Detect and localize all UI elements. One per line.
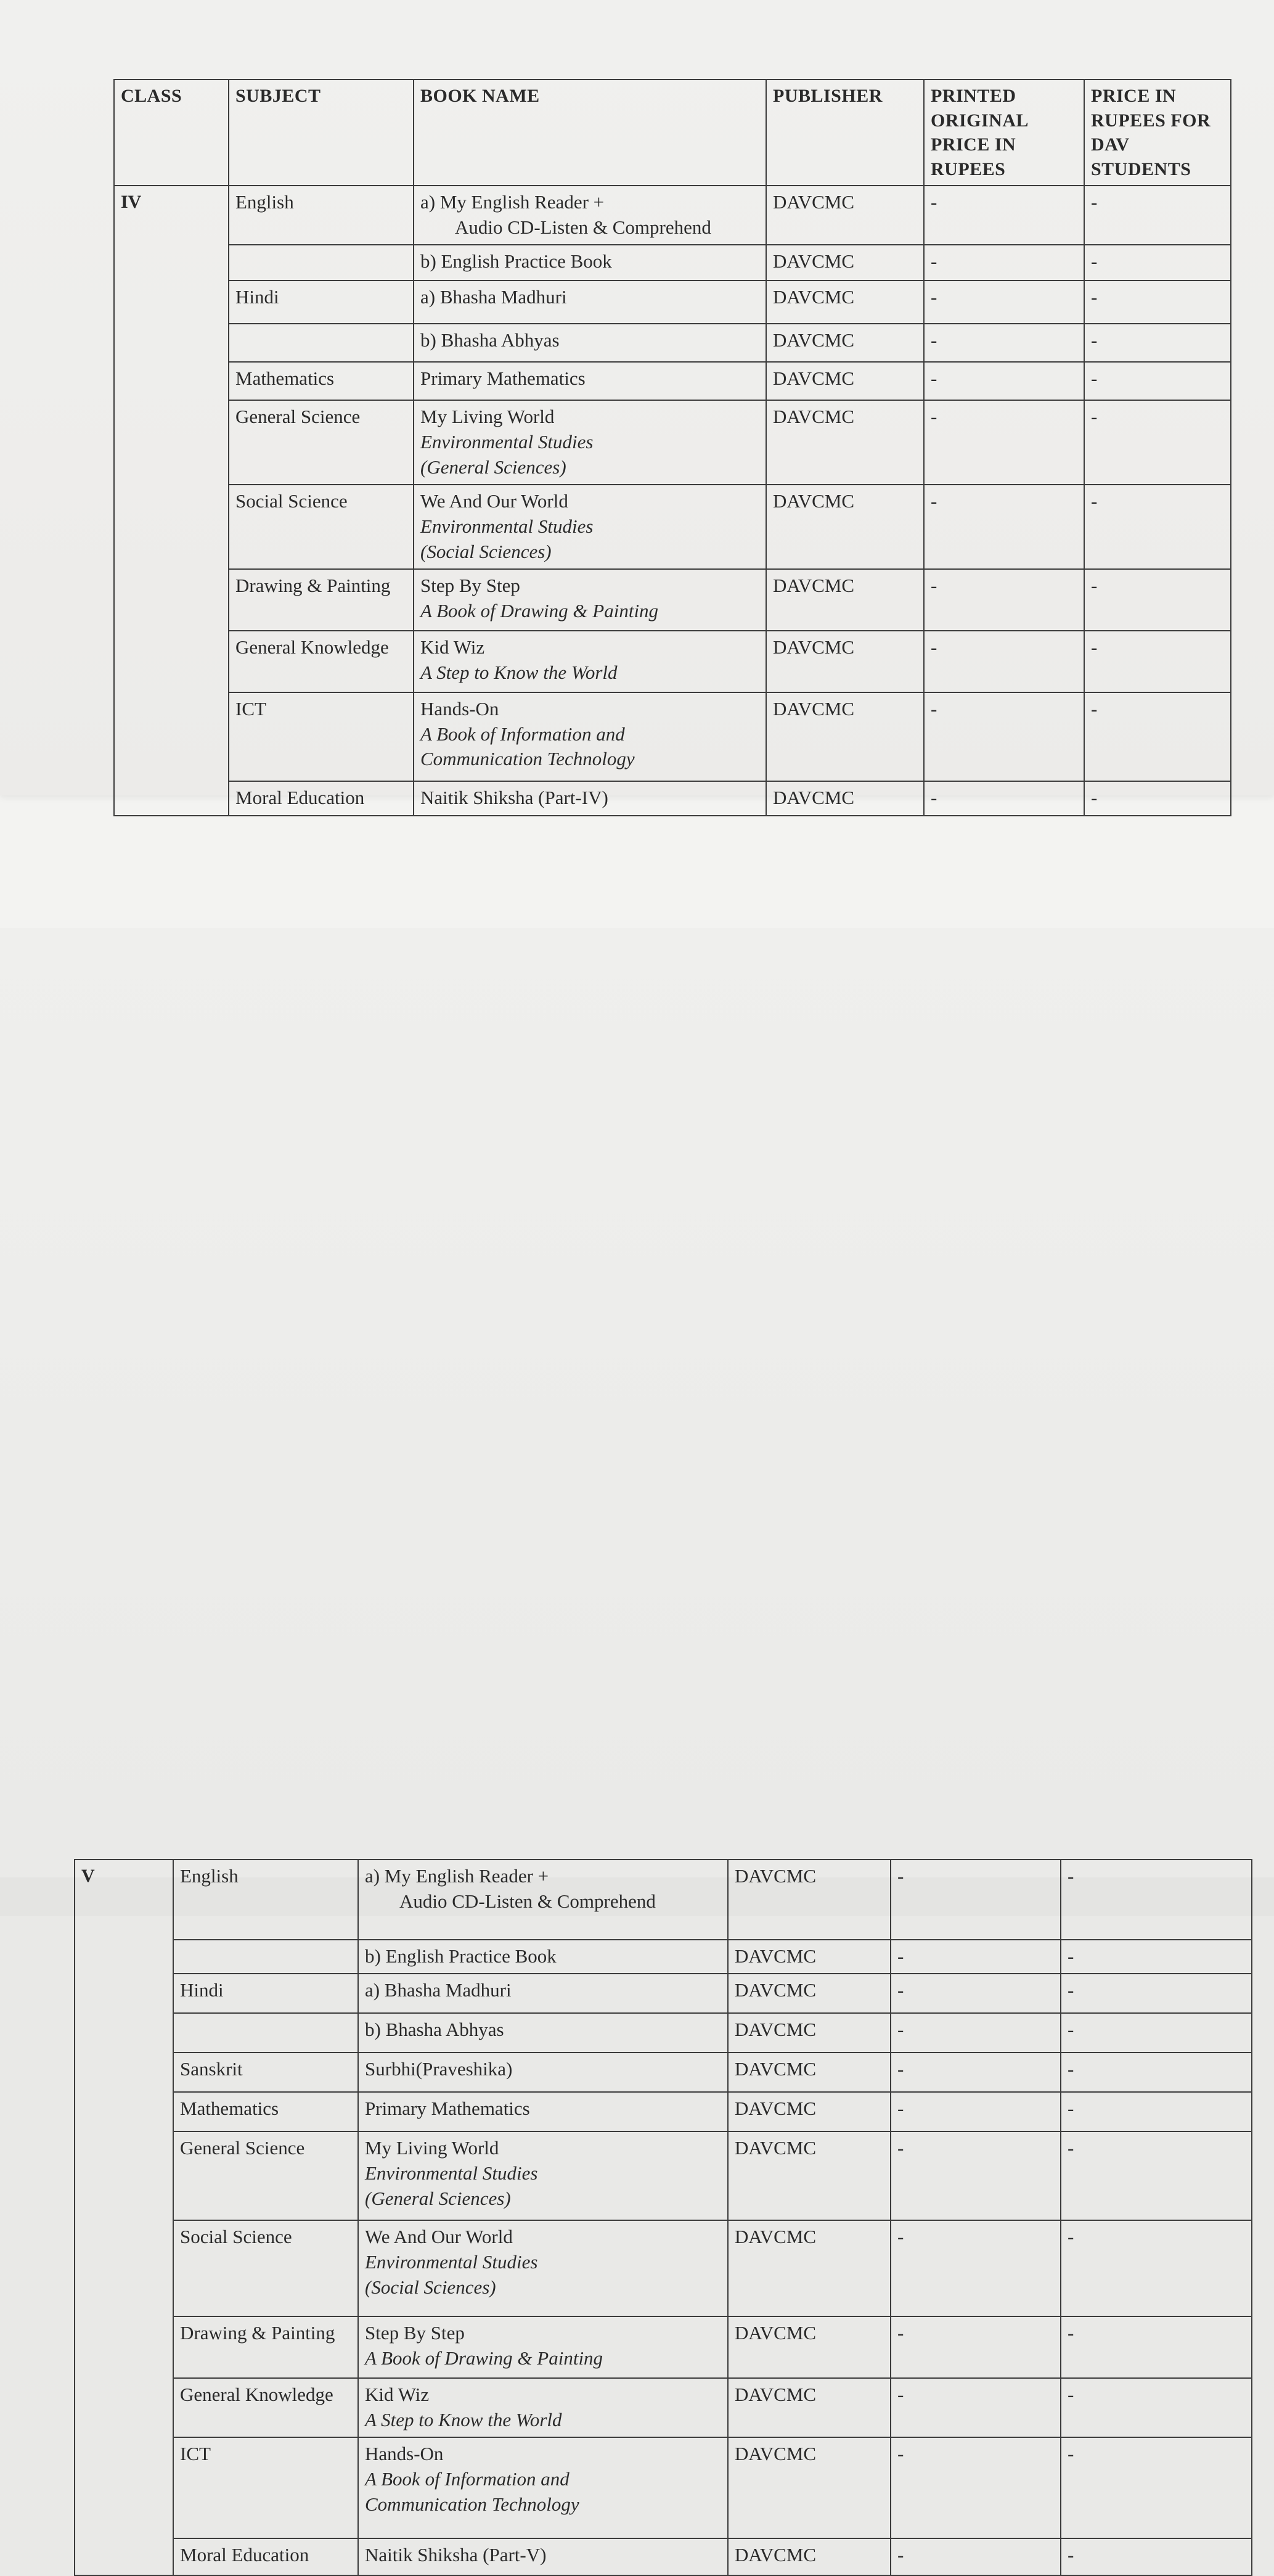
subject-cell <box>229 324 414 362</box>
subject-cell: Hindi <box>229 281 414 324</box>
header-printed-price: PRINTED ORIGINAL PRICE IN RUPEES <box>924 80 1084 186</box>
book-title: Hands-On <box>420 697 499 720</box>
publisher-cell: DAVCMC <box>766 692 924 781</box>
table-row <box>114 569 1231 631</box>
book-name-cell <box>414 631 766 692</box>
book-title: My Living World <box>420 406 555 428</box>
publisher-cell: DAVCMC <box>766 186 924 245</box>
book-title: Primary Mathematics <box>365 2097 530 2119</box>
printed-price-cell: - <box>891 1974 1061 2013</box>
publisher-cell: DAVCMC <box>766 400 924 485</box>
class-label: IV <box>114 186 229 815</box>
subject-cell: ICT <box>173 2437 358 2538</box>
table-row <box>114 281 1231 324</box>
book-subtitle: A Step to Know the World <box>420 661 618 683</box>
table-row <box>75 2092 1252 2131</box>
table-row <box>114 485 1231 569</box>
subject-cell: Mathematics <box>229 362 414 400</box>
dav-price-cell: - <box>1084 781 1231 816</box>
header-dav-price: PRICE IN RUPEES FOR DAV STUDENTS <box>1084 80 1231 186</box>
publisher-cell: DAVCMC <box>728 2538 891 2575</box>
book-name-cell <box>358 2437 728 2538</box>
printed-price-cell: - <box>891 2131 1061 2220</box>
printed-price-cell: - <box>924 186 1084 245</box>
book-title: b) Bhasha Abhyas <box>420 329 560 351</box>
printed-price-cell: - <box>891 2437 1061 2538</box>
book-name-cell <box>358 2131 728 2220</box>
dav-price-cell: - <box>1061 2013 1252 2053</box>
book-name-cell <box>358 2053 728 2092</box>
dav-price-cell: - <box>1061 2053 1252 2092</box>
book-title: Kid Wiz <box>420 636 485 658</box>
book-name-cell <box>358 2013 728 2053</box>
dav-price-cell: - <box>1061 1940 1252 1974</box>
book-subtitle: A Book of Information and <box>420 723 625 745</box>
subject-cell <box>173 1940 358 1974</box>
printed-price-cell: - <box>924 324 1084 362</box>
book-subtitle: A Step to Know the World <box>365 2408 562 2430</box>
dav-price-cell: - <box>1061 1860 1252 1940</box>
class-v-rows <box>75 1860 1252 2575</box>
printed-price-cell: - <box>924 362 1084 400</box>
publisher-cell: DAVCMC <box>728 2220 891 2316</box>
subject-cell: English <box>173 1860 358 1940</box>
book-title: Surbhi(Praveshika) <box>365 2057 513 2080</box>
book-title: a) My English Reader + <box>365 1865 549 1887</box>
subject-cell: Moral Education <box>229 781 414 816</box>
dav-price-cell: - <box>1084 324 1231 362</box>
table-row <box>75 2316 1252 2378</box>
book-name-cell <box>358 2092 728 2131</box>
publisher-cell: DAVCMC <box>728 1940 891 1974</box>
book-name-cell <box>414 324 766 362</box>
book-subtitle: Environmental Studies <box>420 515 594 537</box>
book-title: b) English Practice Book <box>420 250 612 273</box>
printed-price-cell: - <box>924 485 1084 569</box>
book-name-cell <box>358 1940 728 1974</box>
publisher-cell: DAVCMC <box>766 281 924 324</box>
book-title: Hands-On <box>365 2442 444 2464</box>
subject-cell: General Science <box>173 2131 358 2220</box>
dav-price-cell: - <box>1061 2437 1252 2538</box>
printed-price-cell: - <box>924 281 1084 324</box>
publisher-cell: DAVCMC <box>728 1860 891 1940</box>
subject-cell <box>229 245 414 281</box>
booklist-table-class-v <box>74 1859 1252 2576</box>
publisher-cell: DAVCMC <box>766 324 924 362</box>
book-subtitle: Environmental Studies <box>420 431 594 453</box>
book-title: a) Bhasha Madhuri <box>365 1979 512 2001</box>
subject-cell: Drawing & Painting <box>173 2316 358 2378</box>
printed-price-cell: - <box>891 2378 1061 2437</box>
subject-cell: Sanskrit <box>173 2053 358 2092</box>
book-name-cell <box>358 1860 728 1940</box>
book-name-cell <box>358 2316 728 2378</box>
printed-price-cell: - <box>924 692 1084 781</box>
book-title: Primary Mathematics <box>420 367 586 390</box>
table-row <box>114 245 1231 281</box>
dav-price-cell: - <box>1084 281 1231 324</box>
sheet-class-v <box>0 928 1274 2566</box>
table-row <box>114 400 1231 485</box>
table-row <box>75 1860 1252 1940</box>
printed-price-cell: - <box>924 569 1084 631</box>
book-subtitle: (General Sciences) <box>420 456 566 478</box>
table-row <box>75 2053 1252 2092</box>
book-subtitle: Communication Technology <box>420 748 635 770</box>
book-subtitle: (Social Sciences) <box>365 2276 496 2298</box>
publisher-cell: DAVCMC <box>766 781 924 816</box>
subject-cell: General Science <box>229 400 414 485</box>
table-row <box>114 324 1231 362</box>
dav-price-cell: - <box>1061 2538 1252 2575</box>
subject-cell: Drawing & Painting <box>229 569 414 631</box>
book-title: We And Our World <box>420 490 568 512</box>
book-name-cell <box>414 400 766 485</box>
book-title: Step By Step <box>420 574 520 596</box>
table-row <box>75 2538 1252 2575</box>
dav-price-cell: - <box>1061 2378 1252 2437</box>
dav-price-cell: - <box>1061 1974 1252 2013</box>
table-row <box>114 186 1231 245</box>
dav-price-cell: - <box>1084 631 1231 692</box>
printed-price-cell: - <box>891 2538 1061 2575</box>
subject-cell: Moral Education <box>173 2538 358 2575</box>
class-label: V <box>75 1860 173 2575</box>
dav-price-cell: - <box>1061 2220 1252 2316</box>
book-title: We And Our World <box>365 2225 513 2247</box>
subject-cell: Hindi <box>173 1974 358 2013</box>
book-name-cell <box>414 186 766 245</box>
publisher-cell: DAVCMC <box>728 2053 891 2092</box>
publisher-cell: DAVCMC <box>728 2131 891 2220</box>
printed-price-cell: - <box>891 1940 1061 1974</box>
dav-price-cell: - <box>1084 186 1231 245</box>
dav-price-cell: - <box>1084 569 1231 631</box>
publisher-cell: DAVCMC <box>728 2316 891 2378</box>
book-title: My Living World <box>365 2136 499 2159</box>
printed-price-cell: - <box>891 2053 1061 2092</box>
printed-price-cell: - <box>924 245 1084 281</box>
dav-price-cell: - <box>1084 245 1231 281</box>
table-row <box>75 1974 1252 2013</box>
book-subtitle: (General Sciences) <box>365 2187 511 2209</box>
book-subtitle: A Book of Information and <box>365 2467 570 2490</box>
publisher-cell: DAVCMC <box>728 2378 891 2437</box>
book-subtitle: Environmental Studies <box>365 2250 538 2273</box>
book-name-cell <box>358 2378 728 2437</box>
publisher-cell: DAVCMC <box>766 245 924 281</box>
book-title: Kid Wiz <box>365 2383 430 2405</box>
book-name-cell <box>414 781 766 816</box>
subject-cell <box>173 2013 358 2053</box>
book-name-cell <box>414 281 766 324</box>
publisher-cell: DAVCMC <box>766 569 924 631</box>
table-row <box>75 1940 1252 1974</box>
book-title-continued: Audio CD-Listen & Comprehend <box>399 1890 656 1912</box>
book-title: a) My English Reader + <box>420 191 605 213</box>
book-subtitle: (Social Sciences) <box>420 540 552 562</box>
book-subtitle: Environmental Studies <box>365 2162 538 2184</box>
printed-price-cell: - <box>891 2092 1061 2131</box>
booklist-table-class-iv <box>113 79 1231 816</box>
sheet-class-iv <box>0 0 1274 808</box>
publisher-cell: DAVCMC <box>766 631 924 692</box>
printed-price-cell: - <box>891 2013 1061 2053</box>
book-title-continued: Audio CD-Listen & Comprehend <box>455 216 711 239</box>
book-title: b) English Practice Book <box>365 1945 557 1967</box>
book-name-cell <box>358 2220 728 2316</box>
printed-price-cell: - <box>924 631 1084 692</box>
book-name-cell <box>414 692 766 781</box>
dav-price-cell: - <box>1084 692 1231 781</box>
book-title: Naitik Shiksha (Part-V) <box>365 2543 547 2566</box>
publisher-cell: DAVCMC <box>728 1974 891 2013</box>
book-name-cell <box>414 485 766 569</box>
table-row <box>114 692 1231 781</box>
printed-price-cell: - <box>924 400 1084 485</box>
table-row <box>75 2220 1252 2316</box>
book-title: b) Bhasha Abhyas <box>365 2018 504 2040</box>
printed-price-cell: - <box>891 2220 1061 2316</box>
publisher-cell: DAVCMC <box>728 2092 891 2131</box>
book-name-cell <box>358 2538 728 2575</box>
table-row <box>114 362 1231 400</box>
book-title: Step By Step <box>365 2321 465 2344</box>
book-title: Naitik Shiksha (Part-IV) <box>420 786 608 808</box>
table-row <box>75 2013 1252 2053</box>
subject-cell: Social Science <box>229 485 414 569</box>
book-subtitle: Communication Technology <box>365 2493 579 2515</box>
book-name-cell <box>414 245 766 281</box>
dav-price-cell: - <box>1084 362 1231 400</box>
table-row <box>75 2437 1252 2538</box>
subject-cell: ICT <box>229 692 414 781</box>
publisher-cell: DAVCMC <box>766 362 924 400</box>
dav-price-cell: - <box>1061 2316 1252 2378</box>
printed-price-cell: - <box>924 781 1084 816</box>
header-book-name: BOOK NAME <box>414 80 766 186</box>
table-row <box>75 2378 1252 2437</box>
book-name-cell <box>414 362 766 400</box>
subject-cell: General Knowledge <box>229 631 414 692</box>
header-subject: SUBJECT <box>229 80 414 186</box>
book-name-cell <box>358 1974 728 2013</box>
header-class: CLASS <box>114 80 229 186</box>
dav-price-cell: - <box>1084 485 1231 569</box>
publisher-cell: DAVCMC <box>728 2437 891 2538</box>
publisher-cell: DAVCMC <box>728 2013 891 2053</box>
header-publisher: PUBLISHER <box>766 80 924 186</box>
subject-cell: Social Science <box>173 2220 358 2316</box>
table-row <box>114 781 1231 816</box>
publisher-cell: DAVCMC <box>766 485 924 569</box>
book-subtitle: A Book of Drawing & Painting <box>365 2347 603 2369</box>
dav-price-cell: - <box>1084 400 1231 485</box>
table-row <box>114 631 1231 692</box>
printed-price-cell: - <box>891 2316 1061 2378</box>
printed-price-cell: - <box>891 1860 1061 1940</box>
subject-cell: Mathematics <box>173 2092 358 2131</box>
subject-cell: English <box>229 186 414 245</box>
class-iv-rows <box>114 186 1231 815</box>
book-subtitle: A Book of Drawing & Painting <box>420 599 659 621</box>
book-title: a) Bhasha Madhuri <box>420 286 567 308</box>
dav-price-cell: - <box>1061 2092 1252 2131</box>
dav-price-cell: - <box>1061 2131 1252 2220</box>
table-row <box>75 2131 1252 2220</box>
book-name-cell <box>414 569 766 631</box>
subject-cell: General Knowledge <box>173 2378 358 2437</box>
header-row <box>114 80 1231 186</box>
